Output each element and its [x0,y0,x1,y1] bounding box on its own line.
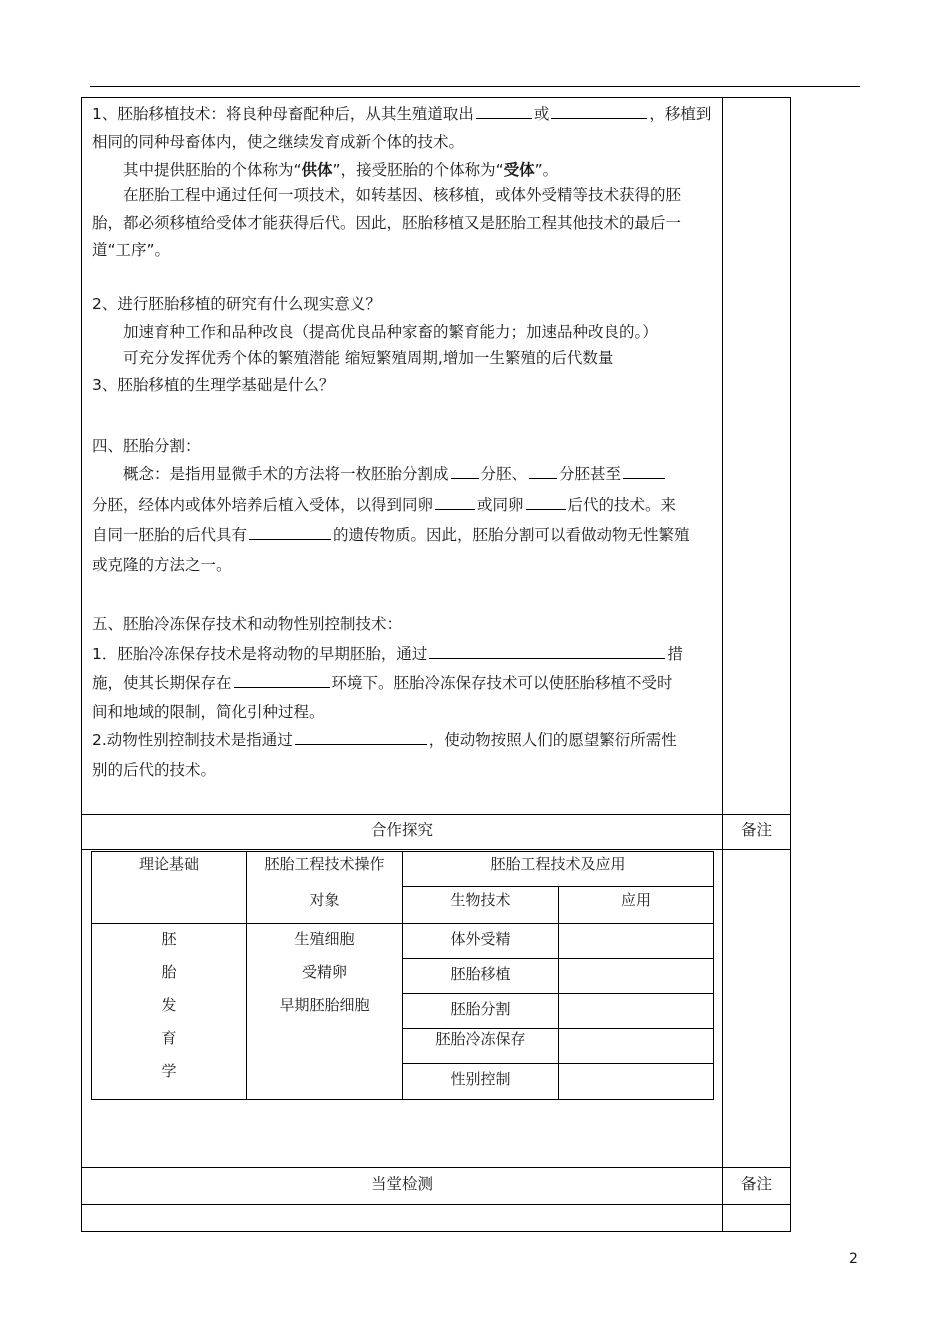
basis-char: 胎 [161,963,177,981]
embryo-transfer-definition: 1、胚胎移植技术：将良种母畜配种后，从其生殖道取出 或 ，移植到 [92,102,711,126]
freezing-line3: 间和地域的限制，简化引种过程。 [92,703,325,721]
blank-field [429,642,665,659]
row-divider-check [81,1167,791,1168]
row-divider-coop-bottom [81,849,791,850]
basis-char: 育 [161,1029,177,1047]
object-item: 早期胚胎细胞 [279,996,370,1014]
check-title: 当堂检测 [370,1175,433,1193]
table-border-left [81,97,82,1232]
tech-item: 胚胎分割 [450,1000,511,1018]
blank-field [529,462,557,479]
tech-item: 体外受精 [450,930,511,948]
tech-item: 性别控制 [450,1070,511,1088]
row-divider-check-bottom [81,1204,791,1205]
header-application: 应用 [620,891,651,909]
header-tech-and-application: 胚胎工程技术及应用 [490,855,626,873]
tech-item: 胚胎移植 [450,965,511,983]
blank-field [526,493,566,510]
paragraph-line: 在胚胎工程中通过任何一项技术，如转基因、核移植，或体外受精等技术获得的胚 [123,186,682,204]
header-operation-object-line2: 对象 [309,891,340,909]
blank-field [435,493,475,510]
basis-char: 胚 [161,930,177,948]
concept-line2: 分胚，经体内或体外培养后植入受体，以得到同卵 或同卵 后代的技术。来 [92,493,676,517]
check-note-label: 备注 [740,1175,772,1193]
header-operation-object-line1: 胚胎工程技术操作 [264,855,385,873]
freezing-line1: 1．胚胎冷冻保存技术是将动物的早期胚胎，通过 措 [92,642,683,666]
header-rule [90,86,860,87]
coop-title: 合作探究 [370,821,433,839]
concept-line4: 或克隆的方法之一。 [92,556,232,574]
tech-item: 胚胎冷冻保存 [435,1030,526,1048]
paragraph-line: 胎，都必须移植给受体才能获得后代。因此，胚胎移植又是胚胎工程其他技术的最后一 [92,214,682,232]
donor-recipient-text: 其中提供胚胎的个体称为“供体”，接受胚胎的个体称为“受体”。 [123,161,559,179]
blank-field [476,102,532,119]
embryo-transfer-definition-cont: 相同的同种母畜体内，使之继续发育成新个体的技术。 [92,133,465,151]
table-divider-notes [722,97,723,1232]
coop-note-label: 备注 [740,821,772,839]
blank-field [249,523,331,540]
heading-embryo-splitting: 四、胚胎分割： [92,437,201,455]
table-border-top [81,97,791,98]
blank-field [551,102,647,119]
row-divider-coop [81,814,791,815]
blank-field [623,462,665,479]
freezing-line2: 施，使其长期保存在 环境下。胚胎冷冻保存技术可以使胚胎移植不受时 [92,671,673,695]
answer-2-line1: 加速育种工作和品种改良（提高优良品种家畜的繁育能力；加速品种改良的。） [123,323,658,341]
sex-control-line2: 别的后代的技术。 [92,761,217,779]
concept-line3: 自同一胚胎的后代具有 的遗传物质。因此，胚胎分割可以看做动物无性繁殖 [92,523,690,547]
concept-line1: 概念：是指用显微手术的方法将一枚胚胎分割成 分胚、 分胚甚至 [123,462,667,486]
object-item: 生殖细胞 [294,930,355,948]
question-3: 3、胚胎移植的生理学基础是什么？ [92,376,335,394]
table-border-right [790,97,791,1232]
sex-control-line1: 2.动物性别控制技术是指通过 ，使动物按照人们的愿望繁衍所需性 [92,728,677,752]
recipient-term: 受体 [503,161,535,179]
object-item: 受精卵 [301,963,347,981]
question-2: 2、进行胚胎移植的研究有什么现实意义？ [92,295,381,313]
donor-term: 供体 [301,161,333,179]
header-bio-tech: 生物技术 [450,891,511,909]
blank-field [295,728,427,745]
basis-char: 学 [161,1062,177,1080]
paragraph-line: 道“工序”。 [92,241,171,259]
table-border-bottom [81,1231,791,1232]
basis-char: 发 [161,996,177,1014]
blank-field [451,462,479,479]
header-theory-basis: 理论基础 [138,855,199,873]
blank-field [234,671,330,688]
page-number: 2 [849,1251,858,1267]
answer-2-line2: 可充分发挥优秀个体的繁殖潜能 缩短繁殖周期,增加一生繁殖的后代数量 [123,349,614,367]
heading-freezing-sex-control: 五、胚胎冷冻保存技术和动物性别控制技术： [92,615,403,633]
